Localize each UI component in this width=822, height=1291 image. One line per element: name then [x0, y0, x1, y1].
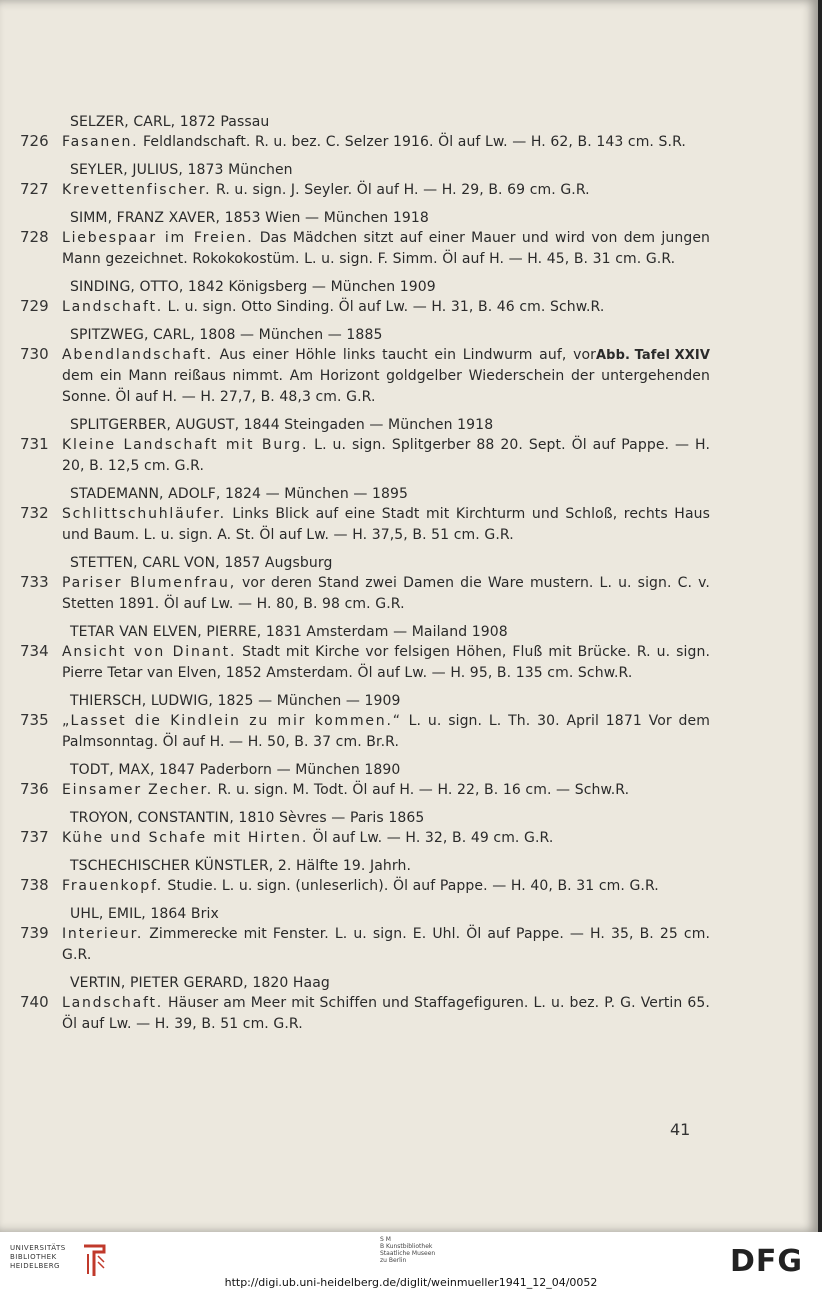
artwork-details: R. u. sign. M. Todt. Öl auf H. — H. 22, B. 16 cm. — Schw.R. — [213, 782, 630, 798]
catalog-entry — [20, 160, 710, 201]
artwork-description — [20, 924, 710, 966]
catalog-entry — [20, 808, 710, 849]
artwork-description — [20, 876, 710, 897]
artwork-description — [20, 573, 710, 615]
artwork-description — [20, 297, 710, 318]
dfg-logo[interactable]: DFG — [730, 1244, 804, 1279]
artwork-title: Schlittschuhläufer. — [62, 506, 226, 522]
source-url[interactable]: http://digi.ub.uni-heidelberg.de/diglit/weinmueller1941_12_04/0052 — [224, 1276, 598, 1289]
artwork-title: Liebespaar im Freien. — [62, 230, 254, 246]
artist-heading: STETTEN, CARL VON, 1857 Augsburg — [70, 555, 333, 571]
center-line-2: B Kunstbibliothek — [380, 1243, 433, 1250]
artwork-description — [20, 345, 710, 408]
entry-number: 736 — [20, 780, 49, 798]
artwork-details: L. u. sign. Splitgerber 88 20. Sept. Öl auf Pappe. — H. 20, B. 12,5 cm. G.R. — [62, 437, 710, 474]
heidelberg-mark-icon — [80, 1242, 108, 1278]
entry-number: 727 — [20, 180, 49, 198]
catalog-entry — [20, 691, 710, 753]
artwork-title: Kleine Landschaft mit Burg. — [62, 437, 309, 453]
artist-heading: TODT, MAX, 1847 Paderborn — München 1890 — [70, 762, 401, 778]
entry-number: 729 — [20, 297, 49, 315]
artist-heading: THIERSCH, LUDWIG, 1825 — München — 1909 — [70, 693, 401, 709]
catalog-entry — [20, 325, 710, 408]
artwork-title: Interieur. — [62, 926, 144, 942]
artist-heading: TROYON, CONSTANTIN, 1810 Sèvres — Paris 1865 — [70, 810, 425, 826]
center-line-3: Staatliche Museen — [380, 1250, 436, 1257]
uni-line-3: HEIDELBERG — [10, 1262, 60, 1270]
center-line-1: S M — [380, 1236, 391, 1243]
artwork-title: „Lasset die Kindlein zu mir kommen.“ — [62, 713, 402, 729]
catalog-entry — [20, 904, 710, 966]
artist-heading: SELZER, CARL, 1872 Passau — [70, 114, 270, 130]
artwork-details: Häuser am Meer mit Schiffen und Staffagefiguren. L. u. bez. P. G. Vertin 65. Öl auf Lw. — H. 39, B. 51 cm. G.R. — [62, 995, 710, 1032]
artwork-details: vor deren Stand zwei Damen die Ware mustern. L. u. sign. C. v. Stetten 1891. Öl auf Lw. — H. 80, B. 98 cm. G.R. — [62, 575, 710, 612]
artwork-description — [20, 993, 710, 1035]
catalog-entry — [20, 112, 710, 153]
artist-heading: UHL, EMIL, 1864 Brix — [70, 906, 219, 922]
artwork-title: Landschaft. — [62, 299, 164, 315]
artist-heading: VERTIN, PIETER GERARD, 1820 Haag — [70, 975, 330, 991]
page-number: 41 — [670, 1120, 691, 1139]
page-edge-shadow — [818, 0, 822, 1232]
artwork-description — [20, 132, 710, 153]
entry-number: 731 — [20, 435, 49, 453]
catalog-entry — [20, 622, 710, 684]
artwork-details: Aus einer Höhle links taucht ein Lindwurm auf, vor dem ein Mann reißaus nimmt. Am Horizont goldgelber Wiederschein der untergehenden Sonne. Öl auf H. — H. 27,7, B. 48,3 cm. G.R. — [62, 347, 710, 405]
artwork-title: Pariser Blumenfrau, — [62, 575, 236, 591]
catalog-entry — [20, 553, 710, 615]
artist-heading: SPITZWEG, CARL, 1808 — München — 1885 — [70, 327, 383, 343]
catalog-entries — [20, 112, 710, 1042]
artwork-title: Krevettenfischer. — [62, 182, 212, 198]
entry-number: 738 — [20, 876, 49, 894]
artist-heading: TSCHECHISCHER KÜNSTLER, 2. Hälfte 19. Jahrh. — [70, 858, 412, 874]
artwork-details: Öl auf Lw. — H. 32, B. 49 cm. G.R. — [308, 830, 554, 846]
artist-heading: SEYLER, JULIUS, 1873 München — [70, 162, 293, 178]
artwork-description — [20, 180, 710, 201]
catalog-entry — [20, 415, 710, 477]
artwork-title: Fasanen. — [62, 134, 139, 150]
artwork-title: Kühe und Schafe mit Hirten. — [62, 830, 309, 846]
artwork-details: Zimmerecke mit Fenster. L. u. sign. E. Uhl. Öl auf Pappe. — H. 35, B. 25 cm. G.R. — [62, 926, 710, 963]
center-line-4: zu Berlin — [380, 1257, 407, 1264]
entry-number: 737 — [20, 828, 49, 846]
artwork-title: Landschaft. — [62, 995, 164, 1011]
artwork-title: Ansicht von Dinant. — [62, 644, 237, 660]
entry-number: 734 — [20, 642, 49, 660]
entry-number: 732 — [20, 504, 49, 522]
artist-heading: TETAR VAN ELVEN, PIERRE, 1831 Amsterdam — Mailand 1908 — [70, 624, 508, 640]
catalog-entry — [20, 973, 710, 1035]
artwork-details: L. u. sign. Otto Sinding. Öl auf Lw. — H. 31, B. 46 cm. Schw.R. — [163, 299, 605, 315]
catalog-entry — [20, 760, 710, 801]
entry-number: 730 — [20, 345, 49, 363]
university-library-logo[interactable] — [10, 1240, 120, 1280]
artwork-details: Links Blick auf eine Stadt mit Kirchturm und Schloß, rechts Haus und Baum. L. u. sign. A. St. Öl auf Lw. — H. 37,5, B. 51 cm. G.R. — [62, 506, 710, 543]
artwork-description — [20, 828, 710, 849]
artwork-description — [20, 228, 710, 270]
artwork-title: Abendlandschaft. — [62, 347, 213, 363]
artwork-description — [20, 435, 710, 477]
catalog-entry — [20, 277, 710, 318]
entry-number: 739 — [20, 924, 49, 942]
artist-heading: STADEMANN, ADOLF, 1824 — München — 1895 — [70, 486, 409, 502]
plate-reference: Abb. Tafel XXIV — [596, 348, 710, 363]
entry-number: 726 — [20, 132, 49, 150]
uni-line-2: BIBLIOTHEK — [10, 1253, 57, 1261]
entry-number: 740 — [20, 993, 49, 1011]
kunstbibliothek-logo — [380, 1236, 470, 1264]
entry-number: 733 — [20, 573, 49, 591]
catalog-entry — [20, 484, 710, 546]
catalog-entry — [20, 208, 710, 270]
artwork-description — [20, 642, 710, 684]
university-library-text — [10, 1244, 66, 1271]
artwork-details: Feldlandschaft. R. u. bez. C. Selzer 1916. Öl auf Lw. — H. 62, B. 143 cm. S.R. — [138, 134, 686, 150]
uni-line-1: UNIVERSITÄTS — [10, 1244, 66, 1252]
entry-number: 735 — [20, 711, 49, 729]
artwork-details: R. u. sign. J. Seyler. Öl auf H. — H. 29, B. 69 cm. G.R. — [211, 182, 590, 198]
artist-heading: SIMM, FRANZ XAVER, 1853 Wien — München 1918 — [70, 210, 429, 226]
artist-heading: SINDING, OTTO, 1842 Königsberg — München 1909 — [70, 279, 436, 295]
artwork-title: Frauenkopf. — [62, 878, 163, 894]
entry-number: 728 — [20, 228, 49, 246]
artwork-details: L. u. sign. L. Th. 30. April 1871 Vor dem Palmsonntag. Öl auf H. — H. 50, B. 37 cm. Br.R. — [62, 713, 710, 750]
catalog-entry — [20, 856, 710, 897]
artwork-details: Stadt mit Kirche vor felsigen Höhen, Fluß mit Brücke. R. u. sign. Pierre Tetar van Elven, 1852 Amsterdam. Öl auf Lw. — H. 95, B. 135 cm. Schw.R. — [62, 644, 710, 681]
artist-heading: SPLITGERBER, AUGUST, 1844 Steingaden — München 1918 — [70, 417, 494, 433]
artwork-description — [20, 711, 710, 753]
artwork-description — [20, 504, 710, 546]
footer-bar — [0, 1232, 822, 1291]
artwork-details: Studie. L. u. sign. (unleserlich). Öl auf Pappe. — H. 40, B. 31 cm. G.R. — [162, 878, 659, 894]
artwork-details: Das Mädchen sitzt auf einer Mauer und wird von dem jungen Mann gezeichnet. Rokokokostüm. L. u. sign. F. Simm. Öl auf H. — H. 45, B. 31 cm. G.R. — [62, 230, 710, 267]
artwork-title: Einsamer Zecher. — [62, 782, 214, 798]
artwork-description — [20, 780, 710, 801]
